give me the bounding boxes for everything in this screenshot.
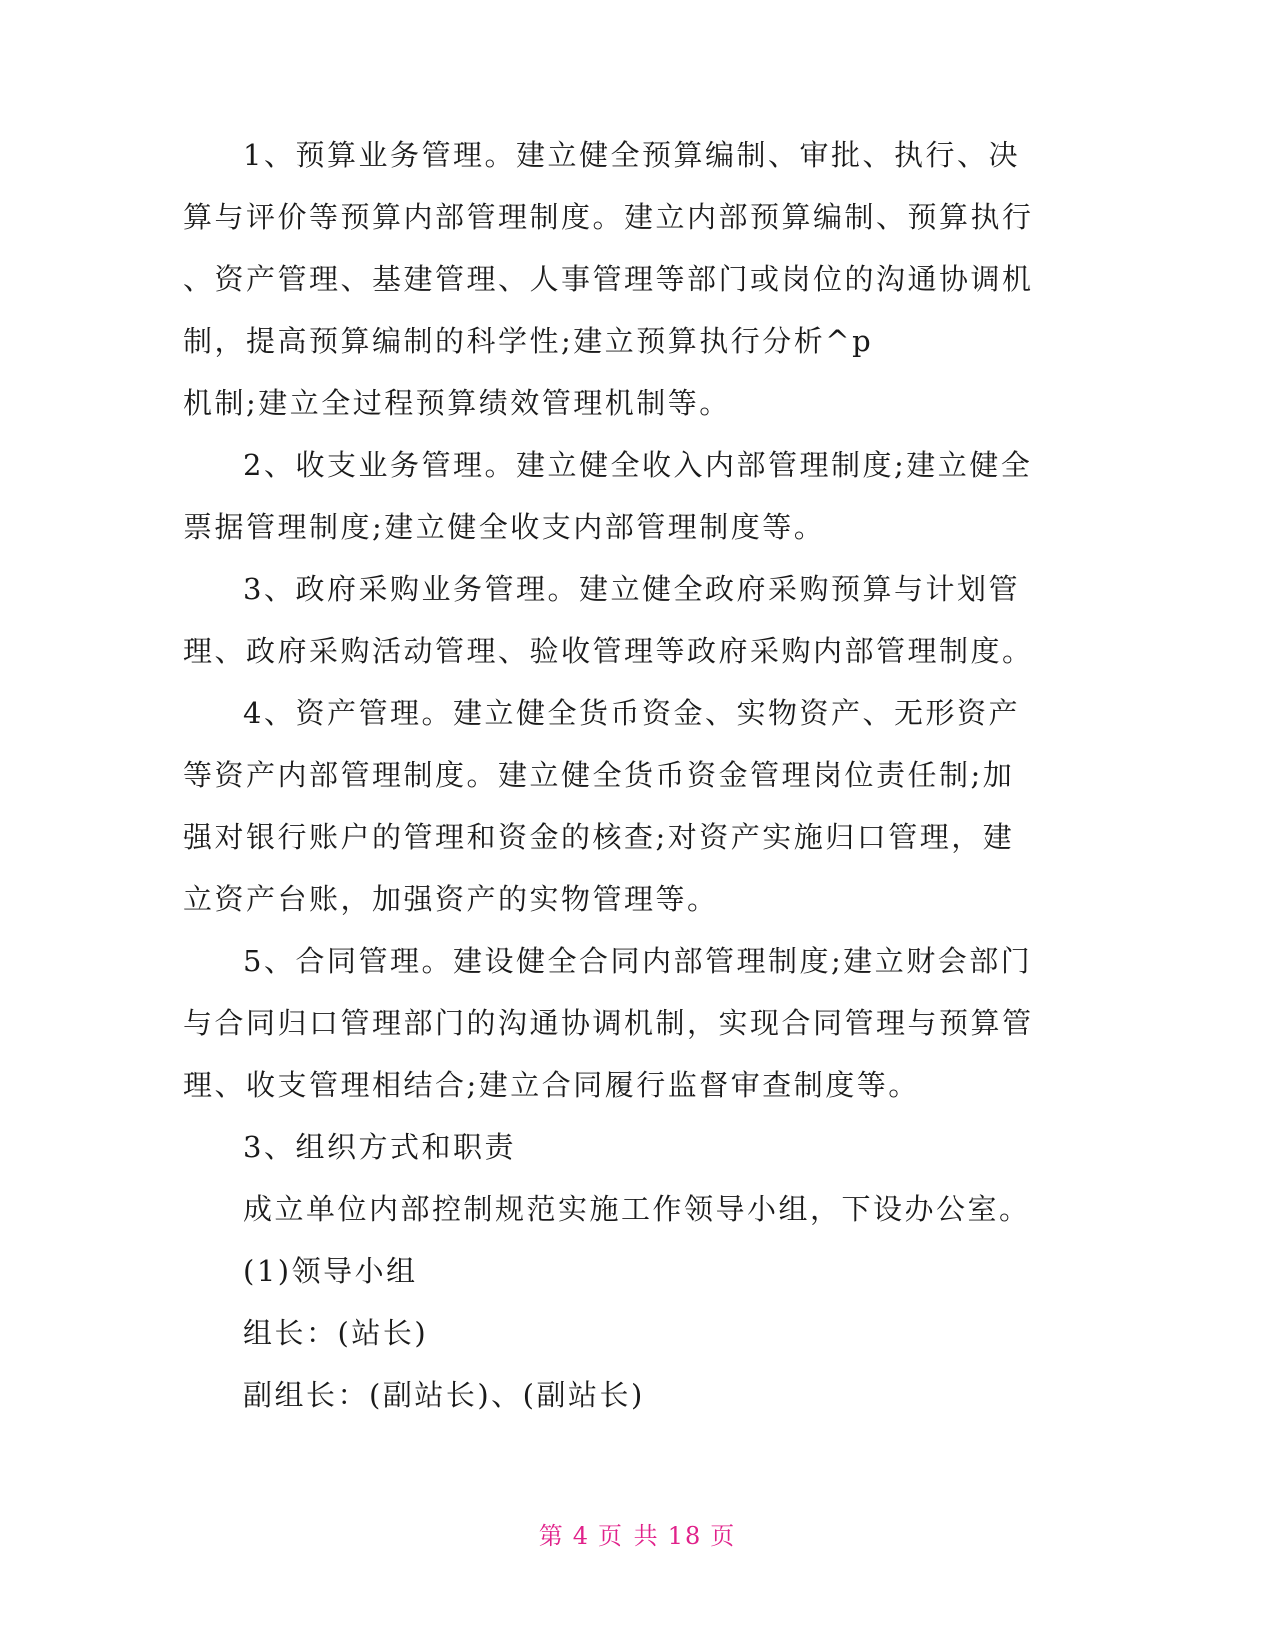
footer-middle: 页 共 — [598, 1522, 660, 1550]
deputy-leader-line: 副组长：(副站长)、(副站长) — [243, 1378, 645, 1412]
paragraph-3-line-1: 3、政府采购业务管理。建立健全政府采购预算与计划管 — [243, 572, 1020, 606]
section-heading: 3、组织方式和职责 — [243, 1130, 516, 1164]
paragraph-4-line-4: 立资产台账，加强资产的实物管理等。 — [183, 882, 719, 916]
group-leader-line: 组长：(站长) — [243, 1316, 429, 1350]
footer-prefix: 第 — [538, 1522, 565, 1550]
paragraph-1-line-4: 制，提高预算编制的科学性;建立预算执行分析^p — [183, 324, 874, 358]
footer-current-page: 4 — [572, 1522, 591, 1550]
page-number-footer — [0, 1520, 1275, 1552]
subheading-leading-group: (1)领导小组 — [243, 1254, 418, 1288]
paragraph-5-line-1: 5、合同管理。建设健全合同内部管理制度;建立财会部门 — [243, 944, 1033, 978]
footer-suffix: 页 — [710, 1522, 737, 1550]
paragraph-2-line-1: 2、收支业务管理。建立健全收入内部管理制度;建立健全 — [243, 448, 1033, 482]
paragraph-1-line-1: 1、预算业务管理。建立健全预算编制、审批、执行、决 — [243, 138, 1020, 172]
paragraph-1-line-2: 算与评价等预算内部管理制度。建立内部预算编制、预算执行 — [183, 200, 1034, 234]
paragraph-4-line-2: 等资产内部管理制度。建立健全货币资金管理岗位责任制;加 — [183, 758, 1015, 792]
paragraph-3-line-2: 理、政府采购活动管理、验收管理等政府采购内部管理制度。 — [183, 634, 1034, 668]
paragraph-4-line-1: 4、资产管理。建立健全货币资金、实物资产、无形资产 — [243, 696, 1020, 730]
paragraph-2-line-2: 票据管理制度;建立健全收支内部管理制度等。 — [183, 510, 826, 544]
footer-total-pages: 18 — [667, 1522, 703, 1550]
paragraph-5-line-2: 与合同归口管理部门的沟通协调机制，实现合同管理与预算管 — [183, 1006, 1034, 1040]
paragraph-6: 成立单位内部控制规范实施工作领导小组，下设办公室。 — [243, 1192, 1031, 1226]
paragraph-5-line-3: 理、收支管理相结合;建立合同履行监督审查制度等。 — [183, 1068, 920, 1102]
paragraph-1-line-3: 、资产管理、基建管理、人事管理等部门或岗位的沟通协调机 — [183, 262, 1034, 296]
paragraph-1-line-5: 机制;建立全过程预算绩效管理机制等。 — [183, 386, 731, 420]
paragraph-4-line-3: 强对银行账户的管理和资金的核查;对资产实施归口管理，建 — [183, 820, 1015, 854]
